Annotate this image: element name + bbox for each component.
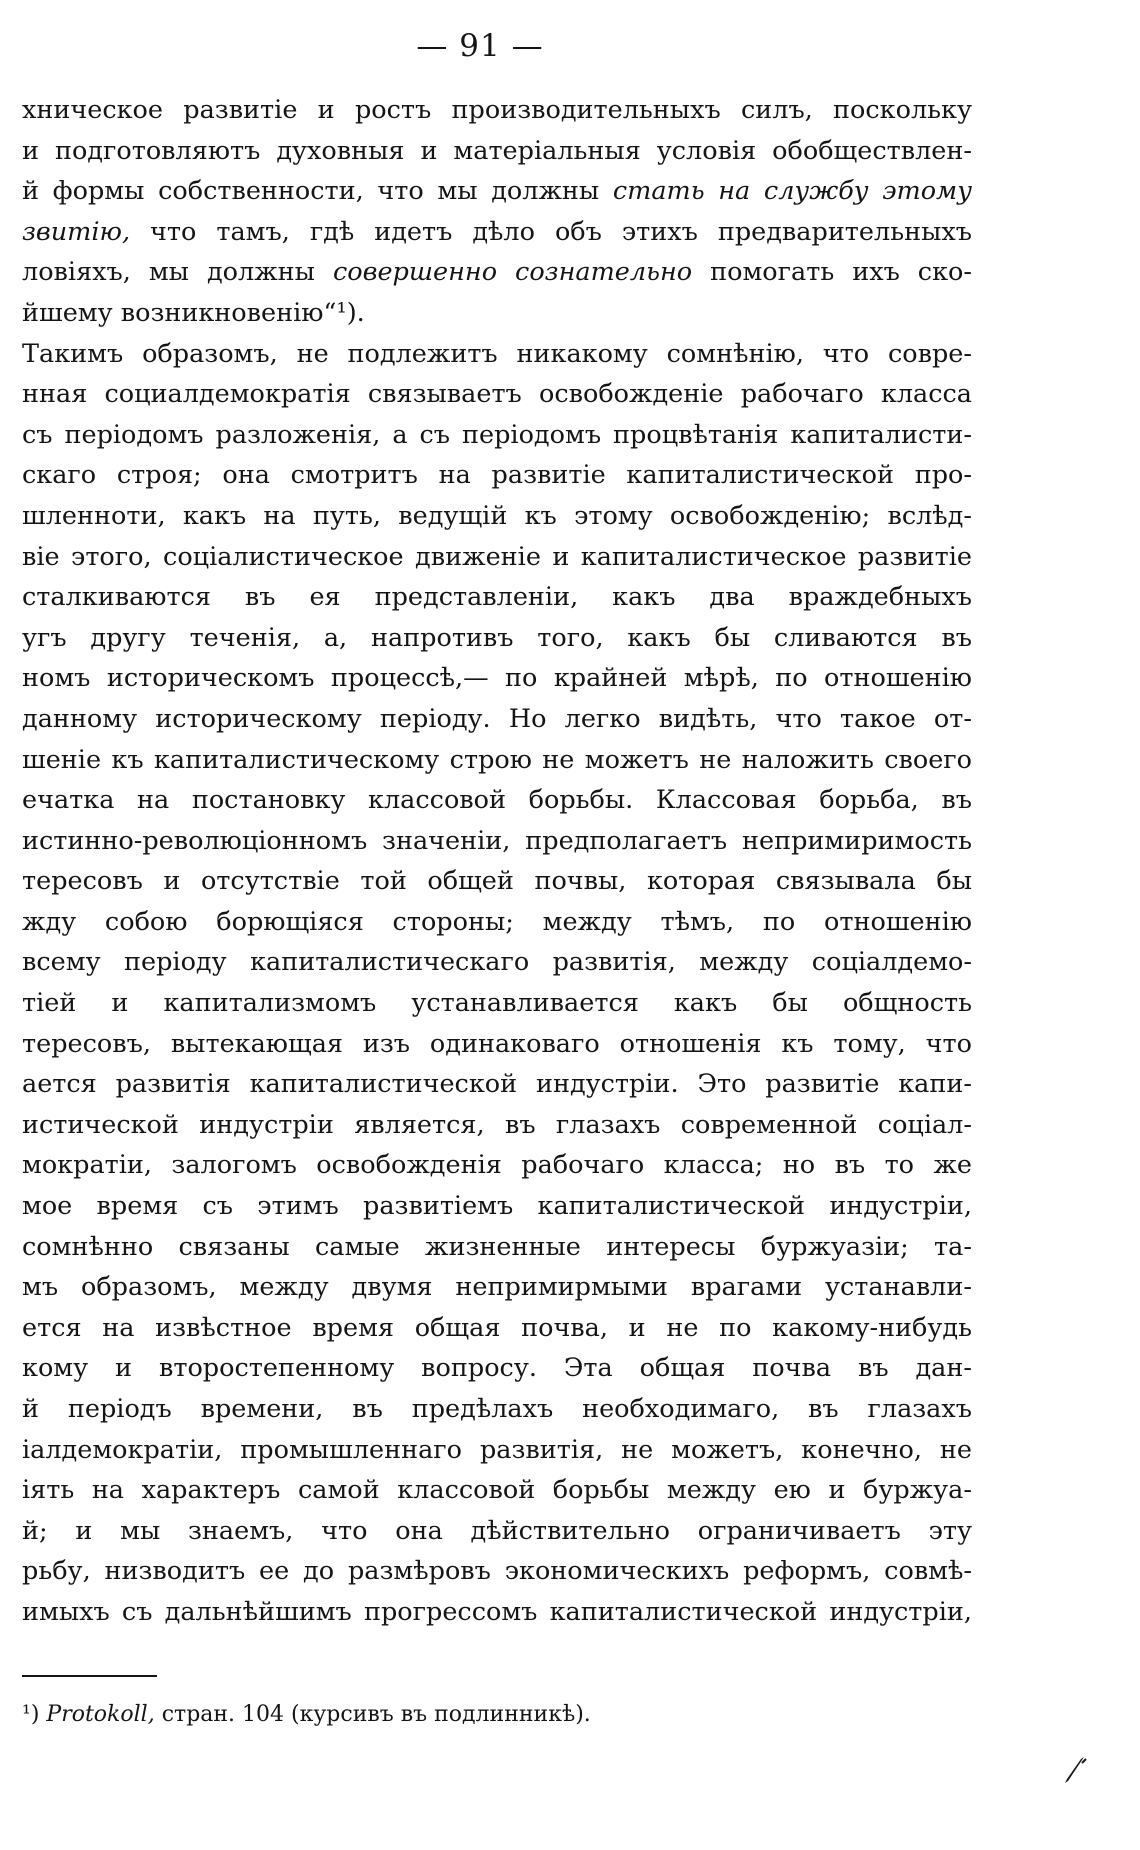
text-segment: сомнѣнно связаны самые жизненные интересы буржуазіи; та- [22, 1231, 972, 1262]
text-segment: угъ другу теченія, а, напротивъ того, какъ бы сливаются въ [22, 622, 972, 653]
text-line [22, 415, 972, 456]
text-line [22, 1470, 972, 1511]
text-segment: жду собою борющіяся стороны; между тѣмъ, по отношенію [22, 906, 972, 937]
text-line [22, 983, 972, 1024]
text-line [22, 861, 972, 902]
text-segment: всему періоду капиталистическаго развитія, между соціалдемо- [22, 947, 972, 978]
text-segment: ается развитія капиталистической индустріи. Это развитіе капи- [22, 1069, 972, 1100]
text-line [22, 334, 972, 375]
body-text [22, 90, 972, 1633]
text-line [22, 1145, 972, 1186]
text-segment: йшему возникновенію“¹). [22, 297, 365, 328]
footnote-marker: ¹) [22, 1702, 40, 1727]
text-line [22, 131, 972, 172]
text-line [22, 1551, 972, 1592]
text-segment: нная социалдемократія связываетъ освобожденіе рабочаго класса [22, 379, 972, 410]
text-segment: и подготовляютъ духовныя и матеріальныя условія обобществлен- [22, 135, 972, 166]
text-segment: шленноти, какъ на путь, ведущій къ этому освобожденію; вслѣд- [22, 500, 972, 531]
text-segment: сталкиваются въ ея представленіи, какъ два враждебныхъ [22, 582, 972, 613]
text-line [22, 212, 972, 253]
text-segment: віе этого, соціалистическое движеніе и капиталистическое развитіе [22, 541, 972, 572]
text-segment: кому и второстепенному вопросу. Эта общая почва въ дан- [22, 1353, 972, 1384]
text-segment: ется на извѣстное время общая почва, и не по какому-нибудь [22, 1312, 972, 1343]
text-line [22, 1267, 972, 1308]
italic-segment: звитію, [22, 216, 131, 247]
text-segment: й формы собственности, что мы должны [22, 176, 613, 207]
text-line [22, 1511, 972, 1552]
text-line [22, 293, 972, 334]
footnote [22, 1700, 591, 1730]
text-line [22, 902, 972, 943]
text-line [22, 252, 972, 293]
text-line [22, 942, 972, 983]
text-line [22, 780, 972, 821]
text-segment: имыхъ съ дальнѣйшимъ прогрессомъ капиталистической индустріи, [22, 1596, 972, 1627]
text-line [22, 455, 972, 496]
text-line [22, 1024, 972, 1065]
page-number: — 91 — [416, 28, 544, 64]
text-segment: истинно-революціонномъ значеніи, предполагаетъ непримиримость [22, 825, 972, 856]
text-segment: рьбу, низводитъ ее до размѣровъ экономическихъ реформъ, совмѣ- [22, 1556, 972, 1587]
text-line [22, 374, 972, 415]
text-line [22, 171, 972, 212]
text-segment: шеніе къ капиталистическому строю не можетъ не наложить своего [22, 744, 972, 775]
text-line [22, 658, 972, 699]
text-line [22, 1308, 972, 1349]
text-segment: тересовъ и отсутствіе той общей почвы, которая связывала бы [22, 866, 972, 897]
text-line [22, 90, 972, 131]
text-line [22, 740, 972, 781]
text-segment: что тамъ, гдѣ идетъ дѣло объ этихъ предварительныхъ [130, 216, 972, 247]
text-segment: данному историческому періоду. Но легко видѣть, что такое от- [22, 703, 972, 734]
text-line [22, 1430, 972, 1471]
text-line [22, 1592, 972, 1633]
text-line [22, 821, 972, 862]
text-segment: тересовъ, вытекающая изъ одинаковаго отношенія къ тому, что [22, 1028, 972, 1059]
text-segment: мъ образомъ, между двумя непримирмыми врагами устанавли- [22, 1272, 972, 1303]
footnote-separator [22, 1675, 157, 1677]
text-line [22, 1389, 972, 1430]
text-segment: номъ историческомъ процессѣ,— по крайней мѣрѣ, по отношенію [22, 663, 972, 694]
text-segment: іять на характеръ самой классовой борьбы между ею и буржуа- [22, 1475, 972, 1506]
footnote-text: стран. 104 (курсивъ въ подлинникѣ). [154, 1702, 591, 1727]
text-line [22, 1064, 972, 1105]
text-segment: Такимъ образомъ, не подлежитъ никакому сомнѣнію, что совре- [22, 338, 972, 369]
text-line [22, 1105, 972, 1146]
text-line [22, 577, 972, 618]
text-segment: тіей и капитализмомъ устанавливается какъ бы общность [22, 988, 972, 1019]
text-segment: ловіяхъ, мы должны [22, 257, 333, 288]
text-segment: іалдемократіи, промышленнаго развитія, не можетъ, конечно, не [22, 1434, 972, 1465]
text-line [22, 1227, 972, 1268]
text-segment: й періодъ времени, въ предѣлахъ необходимаго, въ глазахъ [22, 1394, 972, 1424]
text-segment: й; и мы знаемъ, что она дѣйствительно ограничиваетъ эту [22, 1515, 972, 1546]
text-segment: помогать ихъ ско- [692, 257, 972, 288]
text-line [22, 537, 972, 578]
text-segment: хническое развитіе и ростъ производительныхъ силъ, поскольку [22, 95, 972, 125]
text-segment: мократіи, залогомъ освобожденія рабочаго класса; но въ то же [22, 1150, 972, 1181]
text-segment: скаго строя; она смотритъ на развитіе капиталистической про- [22, 460, 972, 491]
text-segment: съ періодомъ разложенія, а съ періодомъ процвѣтанія капиталисти- [22, 419, 972, 450]
text-segment: истической индустріи является, въ глазахъ современной соціал- [22, 1109, 972, 1140]
text-segment: мое время съ этимъ развитіемъ капиталистической индустріи, [22, 1191, 972, 1222]
text-line [22, 1186, 972, 1227]
italic-segment: совершенно сознательно [332, 257, 693, 288]
text-line [22, 496, 972, 537]
text-line [22, 1348, 972, 1389]
text-line [22, 618, 972, 659]
ink-mark-icon [1062, 1755, 1088, 1785]
footnote-source: Protokoll, [46, 1702, 155, 1727]
italic-segment: стать на службу этому [612, 176, 972, 207]
text-segment: ечатка на постановку классовой борьбы. Классовая борьба, въ [22, 785, 972, 816]
text-line [22, 699, 972, 740]
